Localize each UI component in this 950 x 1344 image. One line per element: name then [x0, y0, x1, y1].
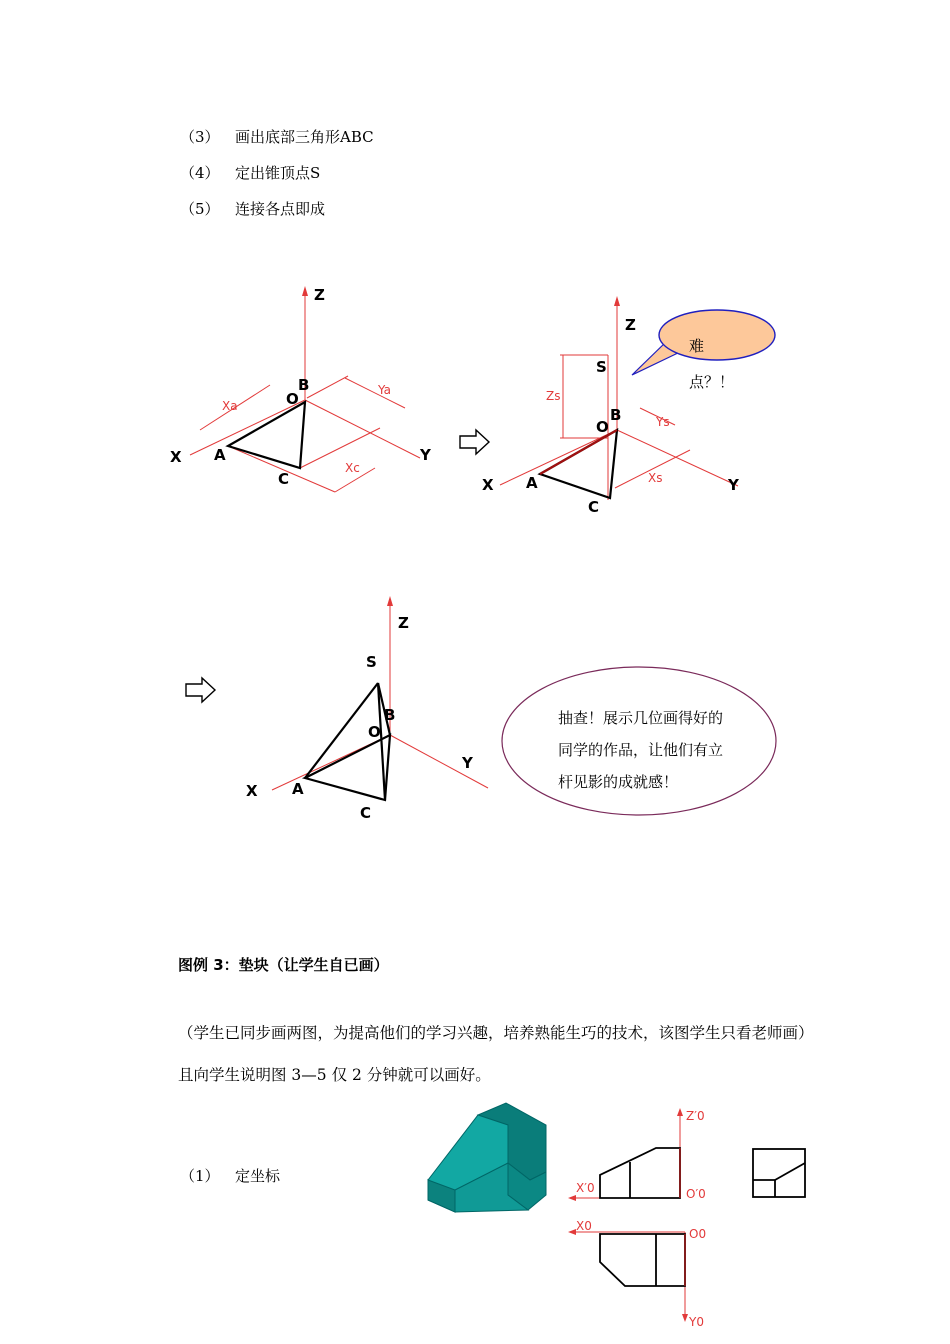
x0-bottom-label: X0 — [576, 1219, 592, 1233]
point-a-label: A — [214, 446, 226, 464]
y-axis-label: Y — [462, 754, 473, 772]
side-view — [753, 1149, 805, 1197]
step-text: 定坐标 — [235, 1167, 281, 1185]
point-b-label: B — [298, 376, 310, 394]
o0-top-label: O′0 — [686, 1187, 706, 1201]
step-text: 定出锥顶点S — [235, 164, 321, 182]
dim-ys-label: Ys — [656, 415, 670, 429]
origin-label: O — [368, 723, 381, 741]
top-view — [600, 1234, 685, 1286]
z0-label: Z′0 — [686, 1109, 705, 1123]
origin-label: O — [286, 390, 299, 408]
z-axis-label: Z — [625, 316, 636, 334]
point-c-label: C — [588, 498, 600, 516]
front-view — [600, 1148, 680, 1198]
x-axis-label: X — [246, 782, 258, 800]
dim-xc-label: Xc — [345, 461, 360, 475]
step-number: （4） — [180, 164, 220, 182]
y0-label: Y0 — [689, 1315, 704, 1329]
z0-arrow-icon — [677, 1108, 683, 1116]
point-c-label: C — [278, 470, 290, 488]
step-number: （3） — [180, 128, 220, 146]
x-axis-label: X — [482, 476, 494, 494]
point-c-label: C — [360, 804, 372, 822]
callout2-line2: 同学的作品，让他们有立 — [558, 741, 724, 759]
origin-label: O — [596, 418, 609, 436]
point-s-label: S — [596, 358, 607, 376]
example-title: 图例 3：垫块（让学生自已画） — [178, 956, 389, 974]
step-text: 画出底部三角形ABC — [235, 128, 374, 146]
step-text: 连接各点即成 — [235, 200, 326, 218]
dim-zs-label: Zs — [546, 389, 561, 403]
point-a-label: A — [526, 474, 538, 492]
y-axis-label: Y — [420, 446, 431, 464]
x-axis-label: X — [170, 448, 182, 466]
point-b-label: B — [610, 406, 622, 424]
step-number: （5） — [180, 200, 220, 218]
z-axis-label: Z — [314, 286, 325, 304]
callout2-line3: 杆见影的成就感！ — [558, 773, 679, 791]
point-a-label: A — [292, 780, 304, 798]
x0-arrow-icon — [568, 1229, 576, 1235]
y-axis-label: Y — [728, 476, 739, 494]
x0-arrow-icon — [568, 1195, 576, 1201]
step-number: （1） — [180, 1167, 220, 1185]
point-b-label: B — [384, 706, 396, 724]
callout2-line1: 抽查！展示几位画得好的 — [558, 709, 724, 727]
point-s-label: S — [366, 653, 377, 671]
z-axis-label: Z — [398, 614, 409, 632]
o0-bottom-label: O0 — [689, 1227, 707, 1241]
dim-xa-label: Xa — [222, 399, 238, 413]
example-paragraph: （学生已同步画两图，为提高他们的学习兴趣，培养熟能生巧的技术，该图学生只看老师画）且向学生说明图 3—5 仅 2 分钟就可以画好。 — [178, 1024, 814, 1084]
callout1-line1: 难 — [689, 337, 705, 355]
y0-arrow-icon — [682, 1314, 688, 1322]
dim-ya-label: Ya — [378, 383, 392, 397]
x0-top-label: X′0 — [576, 1181, 595, 1195]
callout1-line2: 点？！ — [689, 373, 735, 391]
dim-xs-label: Xs — [648, 471, 663, 485]
